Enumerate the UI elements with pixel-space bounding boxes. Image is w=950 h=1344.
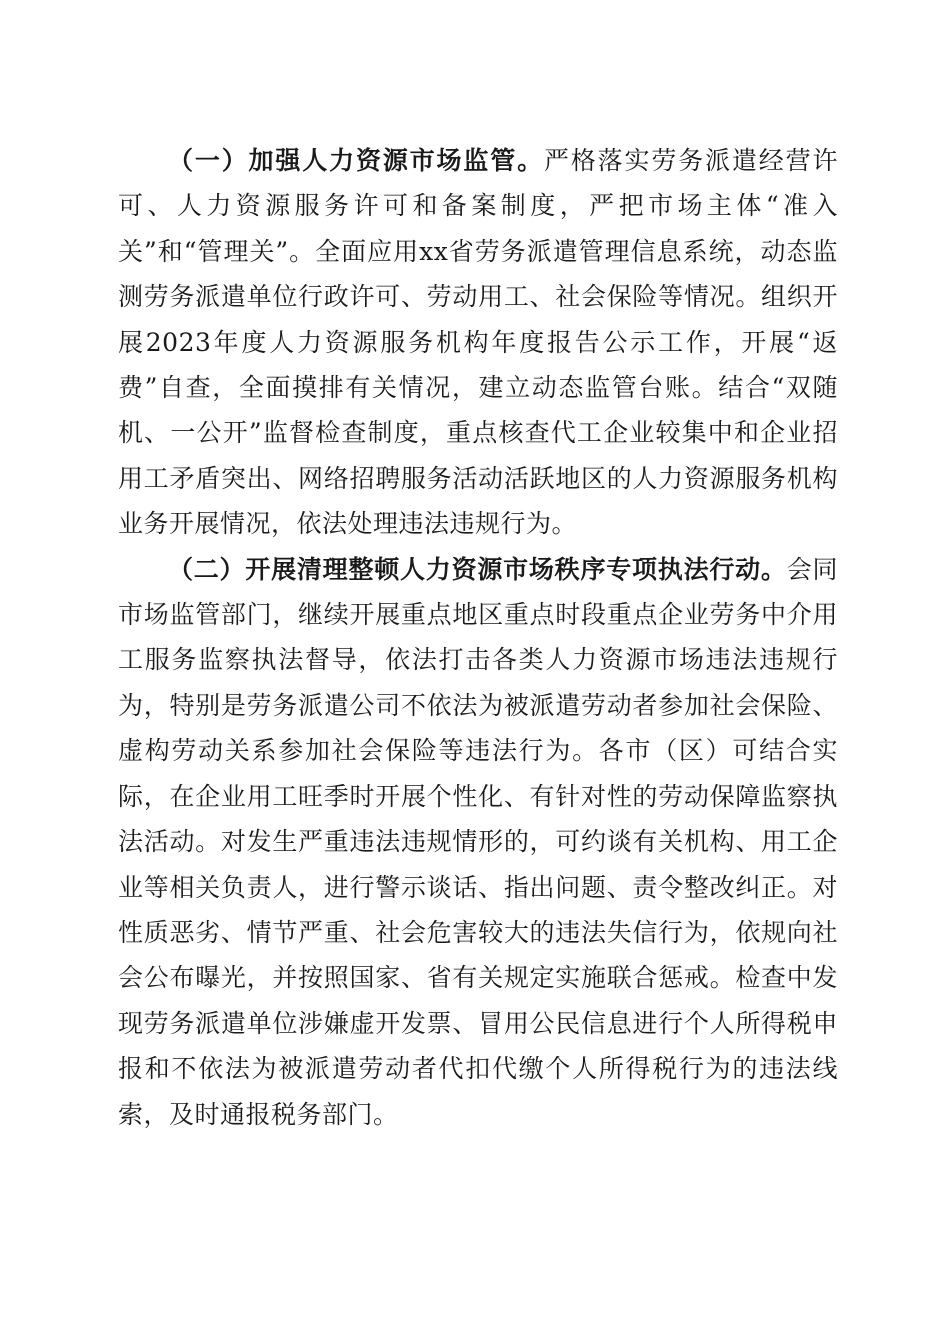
paragraph-2-text: 会同市场监管部门，继续开展重点地区重点时段重点企业劳务中介用工服务监察执法督导，依法打击各类人力资源市场违法违规行为，特别是劳务派遣公司不依法为被派遣劳动者参加社会保险、虚构劳动关系参加社会保险等违法行为。各市（区）可结合实际，在企业用工旺季时开展个性化、有针对性的劳动保障监察执法活动。对发生严重违法违规情形的，可约谈有关机构、用工企业等相关负责人，进行警示谈话、指出问题、责令整改纠正。对性质恶劣、情节严重、社会危害较大的违法失信行为，依规向社会公布曝光，并按照国家、省有关规定实施联合惩戒。检查中发现劳务派遣单位涉嫌虚开发票、冒用公民信息进行个人所得税申报和不依法为被派遣劳动者代扣代缴个人所得税行为的违法线索，及时通报税务部门。 (118, 554, 838, 1129)
paragraph-2 (118, 547, 838, 1137)
paragraph-1 (118, 138, 838, 547)
paragraph-1-heading: （一）加强人力资源市场监管。 (168, 146, 544, 175)
paragraph-2-heading: （二）开展清理整顿人力资源市场秩序专项执法行动。 (168, 554, 787, 584)
document-body (118, 138, 838, 1137)
paragraph-1-text: 严格落实劳务派遣经营许可、人力资源服务许可和备案制度，严把市场主体“准入关”和“管理关”。全面应用xx省劳务派遣管理信息系统，动态监测劳务派遣单位行政许可、劳动用工、社会保险等情况。组织开展2023年度人力资源服务机构年度报告公示工作，开展“返费”自查，全面摸排有关情况，建立动态监管台账。结合“双随机、一公开”监督检查制度，重点核查代工企业较集中和企业招用工矛盾突出、网络招聘服务活动活跃地区的人力资源服务机构业务开展情况，依法处理违法违规行为。 (118, 146, 838, 539)
